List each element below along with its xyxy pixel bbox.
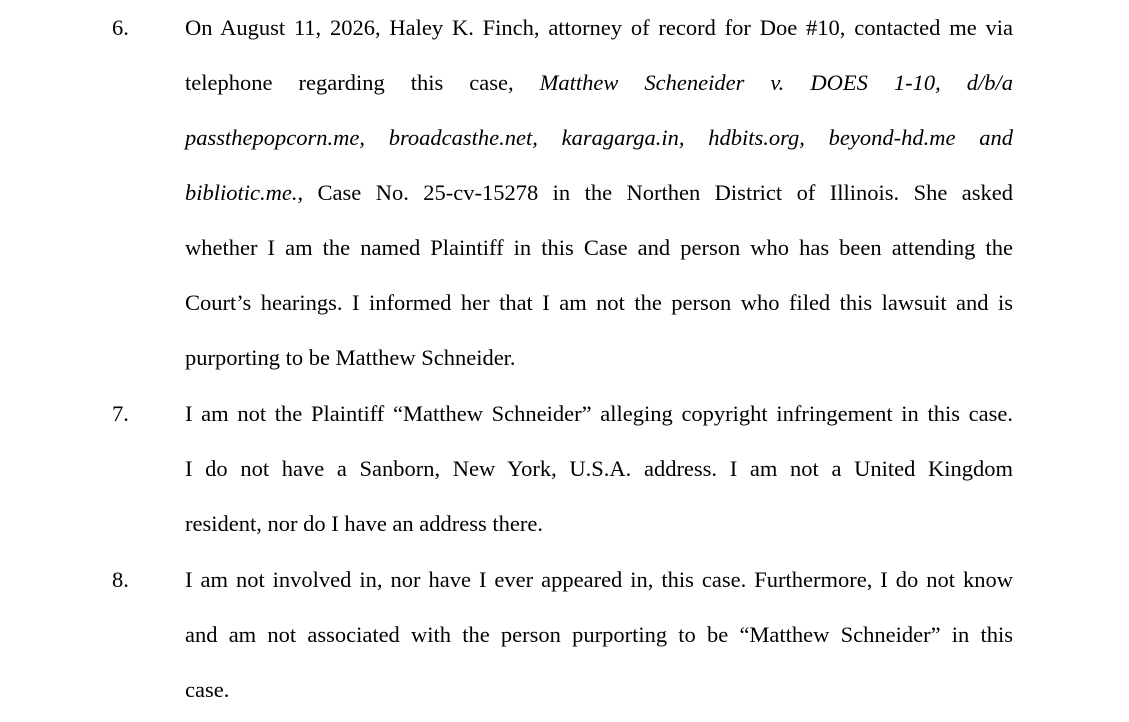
text-line: and am not associated with the person purporting to be “Matthew Schneider” in this [185,622,1013,647]
text-line: resident, nor do I have an address there. [185,511,543,536]
paragraph-number: 8. [112,567,129,592]
text-line: bibliotic.me., Case No. 25-cv-15278 in the Northen District of Illinois. She asked [185,180,1013,205]
paragraph-body [185,0,1013,385]
paragraph-number: 6. [112,15,129,40]
paragraph-number: 7. [112,401,129,426]
case-caption: passthepopcorn.me, broadcasthe.net, karagarga.in, hdbits.org, beyond-hd.me and [185,125,1013,150]
text-line: whether I am the named Plaintiff in this Case and person who has been attending the [185,235,1013,260]
text-line: purporting to be Matthew Schneider. [185,345,516,370]
case-caption: Matthew Scheneider v. DOES 1-10, d/b/a [539,70,1013,95]
text-line: Court’s hearings. I informed her that I am not the person who filed this lawsuit and is [185,290,1013,315]
text-line: telephone regarding this case, Matthew Scheneider v. DOES 1-10, d/b/a [185,70,1013,95]
text-line: I am not involved in, nor have I ever appeared in, this case. Furthermore, I do not know [185,567,1013,592]
case-caption: bibliotic.me. [185,180,298,205]
paragraph-body [185,386,1013,551]
text-line: case. [185,677,230,702]
text-line [185,110,1013,165]
text-line: I do not have a Sanborn, New York, U.S.A. address. I am not a United Kingdom [185,456,1013,481]
text-line: On August 11, 2026, Haley K. Finch, attorney of record for Doe #10, contacted me via [185,15,1013,40]
text-line: I am not the Plaintiff “Matthew Schneider” alleging copyright infringement in this case. [185,401,1013,426]
paragraph-body [185,552,1013,717]
